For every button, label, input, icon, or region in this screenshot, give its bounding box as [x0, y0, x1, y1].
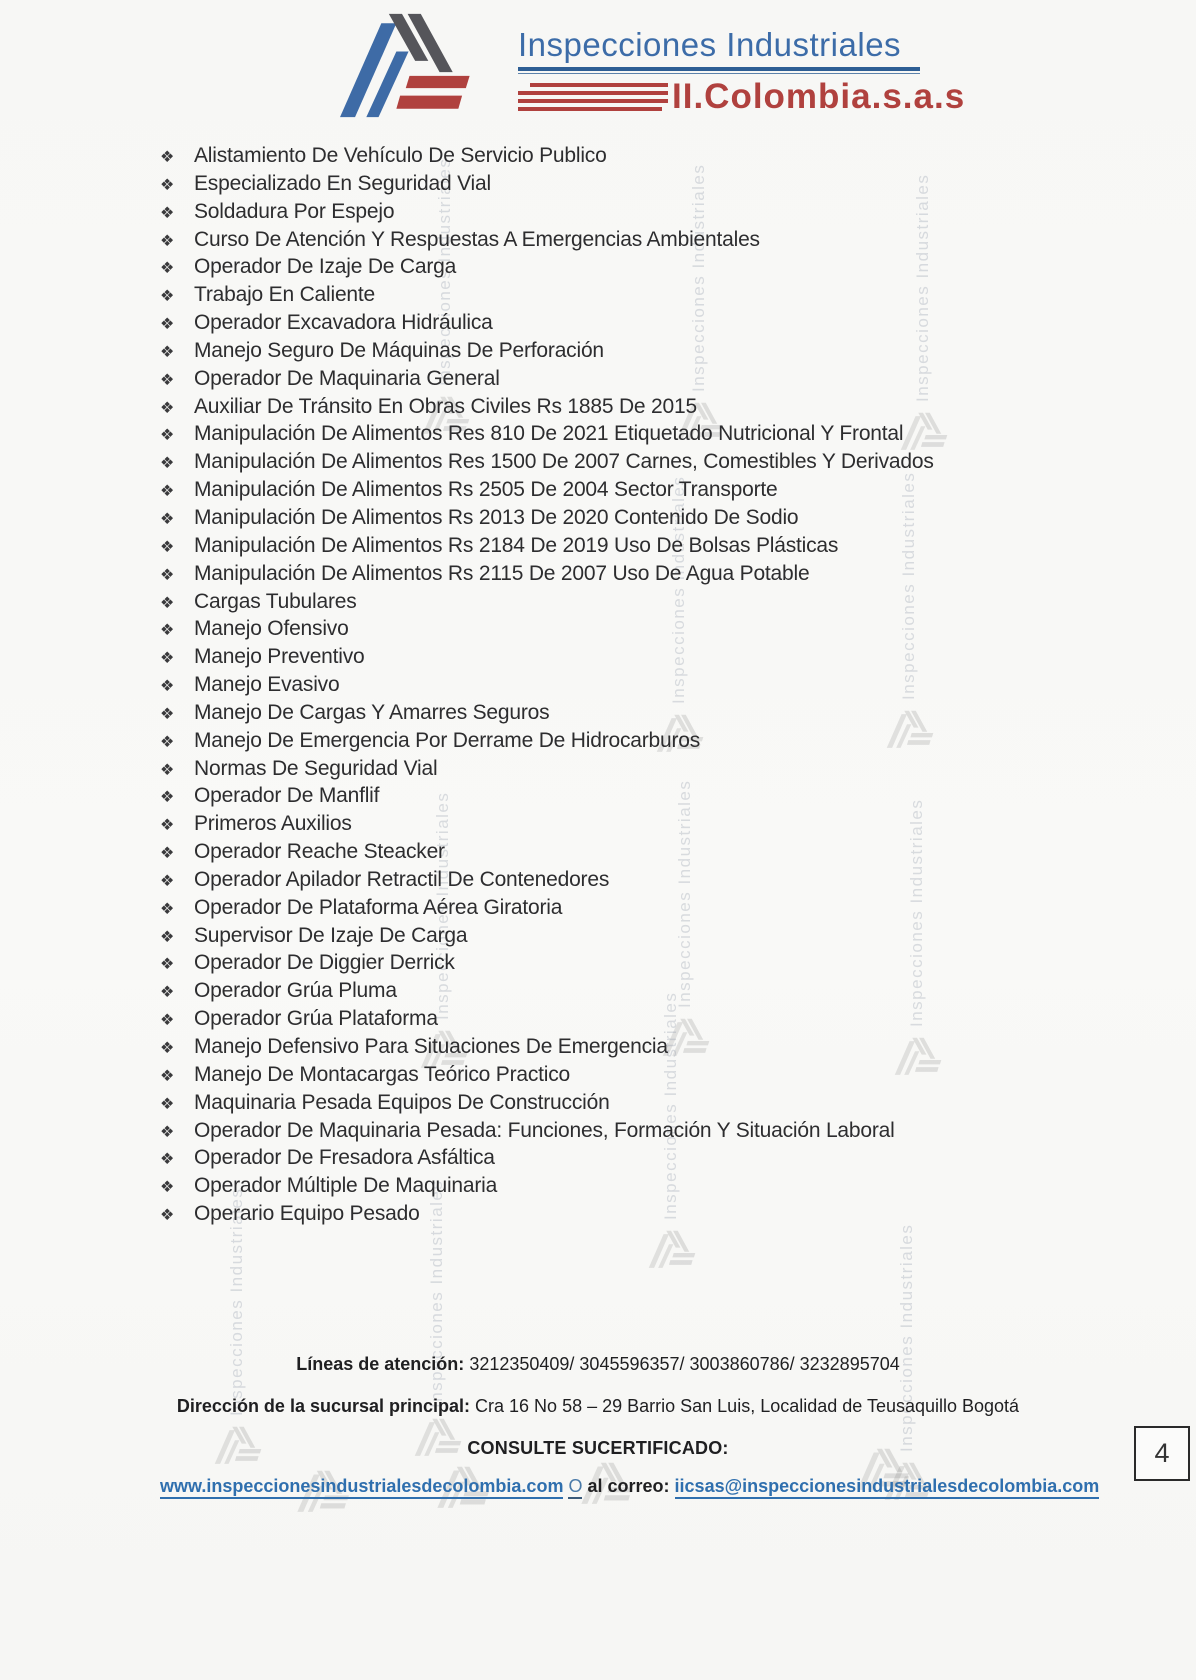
- watermark-text: Inspecciones Industriales: [907, 798, 926, 1027]
- list-item: [160, 420, 1060, 448]
- course-name: Operador De Manflif: [194, 784, 380, 808]
- course-name: Manipulación De Alimentos Res 1500 De 2007 Carnes, Comestibles Y Derivados: [194, 450, 934, 474]
- diamond-bullet-icon: ❖: [160, 1095, 175, 1113]
- course-name: Manipulación De Alimentos Rs 2013 De 2020 Contenido De Sodio: [194, 505, 799, 529]
- list-item: [160, 1033, 1060, 1061]
- list-item: [160, 1089, 1060, 1117]
- watermark-text: Inspecciones Industriales: [897, 1223, 916, 1452]
- website-link[interactable]: www.inspeccionesindustrialesdecolombia.com: [160, 1476, 563, 1499]
- list-item: [160, 476, 1060, 504]
- attention-lines-value: 3212350409/ 3045596357/ 3003860786/ 3232895704: [469, 1354, 900, 1374]
- contact-links-line: [160, 1476, 1099, 1497]
- diamond-bullet-icon: ❖: [160, 260, 175, 278]
- diamond-bullet-icon: ❖: [160, 900, 175, 918]
- diamond-bullet-icon: ❖: [160, 789, 175, 807]
- list-item: [160, 560, 1060, 588]
- list-item: [160, 1005, 1060, 1033]
- diamond-bullet-icon: ❖: [160, 483, 175, 501]
- list-item: [160, 1144, 1060, 1172]
- list-item: [160, 1061, 1060, 1089]
- diamond-bullet-icon: ❖: [160, 176, 175, 194]
- attention-lines-label: Líneas de atención:: [296, 1354, 465, 1374]
- course-name: Manejo De Montacargas Teórico Practico: [194, 1062, 571, 1086]
- course-name: Manejo Defensivo Para Situaciones De Emergencia: [194, 1035, 668, 1058]
- list-item: [160, 643, 1060, 671]
- page-number: 4: [1154, 1438, 1170, 1468]
- course-name: Cargas Tubulares: [194, 589, 357, 613]
- diamond-bullet-icon: ❖: [160, 538, 175, 556]
- brand-red-lines-icon: [518, 83, 668, 111]
- list-item: [160, 727, 1060, 755]
- list-item: [160, 671, 1060, 699]
- course-name: Manipulación De Alimentos Rs 2505 De 2004 Sector Transporte: [194, 478, 778, 502]
- list-item: [160, 281, 1060, 309]
- diamond-bullet-icon: ❖: [160, 817, 175, 835]
- course-name: Operador Grúa Pluma: [194, 979, 397, 1003]
- diamond-bullet-icon: ❖: [160, 566, 175, 584]
- course-name: Primeros Auxilios: [194, 812, 352, 836]
- diamond-bullet-icon: ❖: [160, 510, 175, 528]
- diamond-bullet-icon: ❖: [160, 1123, 175, 1141]
- course-name: Manipulación De Alimentos Rs 2184 De 2019 Uso De Bolsas Plásticas: [194, 533, 839, 557]
- course-name: Auxiliar De Tránsito En Obras Civiles Rs 1885 De 2015: [194, 394, 697, 418]
- course-name: Operador De Izaje De Carga: [194, 255, 457, 279]
- diamond-bullet-icon: ❖: [160, 232, 175, 250]
- course-name: Manipulación De Alimentos Res 810 De 2021 Etiquetado Nutricional Y Frontal: [194, 422, 904, 446]
- watermark-text: Inspecciones Industriales: [661, 991, 680, 1220]
- course-name: Operador De Diggier Derrick: [194, 951, 455, 975]
- diamond-bullet-icon: ❖: [160, 845, 175, 863]
- watermark-tile: [210, 1187, 264, 1465]
- course-name: Operador Grúa Plataforma: [194, 1007, 438, 1031]
- list-item: [160, 253, 1060, 281]
- list-item: [160, 866, 1060, 894]
- attention-lines: [33, 1354, 1163, 1375]
- branch-address-value: Cra 16 No 58 – 29 Barrio San Luis, Localidad de Teusaquillo Bogotá: [475, 1396, 1020, 1416]
- course-name: Manejo De Cargas Y Amarres Seguros: [194, 700, 550, 724]
- diamond-bullet-icon: ❖: [160, 149, 175, 166]
- course-list: [160, 142, 1060, 1228]
- course-name: Trabajo En Caliente: [194, 283, 376, 307]
- course-name: Operador Apilador Retractil De Contenedores: [194, 867, 610, 891]
- brand-name: Inspecciones Industriales: [518, 26, 902, 63]
- diamond-bullet-icon: ❖: [160, 1207, 175, 1225]
- watermark-text: Inspecciones Industriales: [427, 1179, 446, 1408]
- watermark-text: Inspecciones Industriales: [689, 163, 708, 392]
- brand-subname-row: [518, 77, 966, 117]
- diamond-bullet-icon: ❖: [160, 984, 175, 1002]
- list-item: [160, 1200, 1060, 1228]
- list-item: [160, 337, 1060, 365]
- company-logo-icon: [326, 12, 478, 120]
- watermark-tile: [880, 1223, 934, 1501]
- diamond-bullet-icon: ❖: [160, 1151, 175, 1169]
- list-item: [160, 699, 1060, 727]
- course-name: Operador De Maquinaria Pesada: Funciones, Formación Y Situación Laboral: [194, 1118, 895, 1142]
- correo-label: al correo:: [587, 1476, 670, 1496]
- diamond-bullet-icon: ❖: [160, 678, 175, 696]
- course-name: Operador De Maquinaria General: [194, 366, 500, 390]
- course-name: Alistamiento De Vehículo De Servicio Publico: [194, 144, 607, 167]
- course-name: Operador De Plataforma Aérea Giratoria: [194, 895, 563, 919]
- diamond-bullet-icon: ❖: [160, 733, 175, 751]
- diamond-bullet-icon: ❖: [160, 427, 175, 445]
- list-item: [160, 615, 1060, 643]
- course-name: Manejo Seguro De Máquinas De Perforación: [194, 338, 604, 362]
- consult-certificate-heading: CONSULTE SUCERTIFICADO:: [467, 1438, 729, 1458]
- diamond-bullet-icon: ❖: [160, 288, 175, 306]
- list-item: [160, 810, 1060, 838]
- list-item: [160, 977, 1060, 1005]
- list-item: [160, 1117, 1060, 1145]
- watermark-logo-icon: [644, 1230, 698, 1269]
- course-name: Operario Equipo Pesado: [194, 1202, 420, 1226]
- diamond-bullet-icon: ❖: [160, 1012, 175, 1030]
- course-name: Manejo De Emergencia Por Derrame De Hidrocarburos: [194, 728, 701, 752]
- watermark-text: Inspecciones Industriales: [435, 157, 454, 386]
- course-name: Manipulación De Alimentos Rs 2115 De 2007 Uso De Agua Potable: [194, 561, 810, 585]
- diamond-bullet-icon: ❖: [160, 928, 175, 946]
- watermark-text: Inspecciones Industriales: [669, 475, 688, 704]
- list-item: [160, 922, 1060, 950]
- list-item: [160, 1172, 1060, 1200]
- course-name: Manejo Evasivo: [194, 673, 340, 697]
- brand-header: [0, 0, 1196, 135]
- course-name: Curso De Atención Y Respuestas A Emergencias Ambientales: [194, 227, 760, 251]
- course-name: Soldadura Por Espejo: [194, 199, 395, 223]
- diamond-bullet-icon: ❖: [160, 761, 175, 779]
- course-name: Operador Excavadora Hidráulica: [194, 311, 493, 335]
- list-item: [160, 532, 1060, 560]
- list-item: [160, 949, 1060, 977]
- diamond-bullet-icon: ❖: [160, 1067, 175, 1085]
- watermark-text: Inspecciones Industriales: [899, 471, 918, 700]
- course-name: Normas De Seguridad Vial: [194, 756, 438, 780]
- list-item: [160, 838, 1060, 866]
- list-item: [160, 588, 1060, 616]
- list-item: [160, 448, 1060, 476]
- list-item: [160, 198, 1060, 226]
- diamond-bullet-icon: ❖: [160, 316, 175, 334]
- diamond-bullet-icon: ❖: [160, 399, 175, 417]
- list-item: [160, 365, 1060, 393]
- course-name: Maquinaria Pesada Equipos De Construcción: [194, 1090, 610, 1114]
- connector-o: O: [568, 1476, 582, 1499]
- list-item: [160, 755, 1060, 783]
- course-name: Manejo Ofensivo: [194, 617, 349, 641]
- list-item: [160, 309, 1060, 337]
- diamond-bullet-icon: ❖: [160, 455, 175, 473]
- diamond-bullet-icon: ❖: [160, 705, 175, 723]
- diamond-bullet-icon: ❖: [160, 956, 175, 974]
- list-item: [160, 393, 1060, 421]
- diamond-bullet-icon: ❖: [160, 650, 175, 668]
- brand-divider: [518, 67, 920, 71]
- watermark-text: Inspecciones Industriales: [675, 779, 694, 1008]
- list-item: [160, 142, 1060, 170]
- watermark-text: Inspecciones Industriales: [913, 173, 932, 402]
- brand-divider-thin: [518, 73, 920, 74]
- brand-subname: II.Colombia.s.a.s: [672, 77, 966, 116]
- course-name: Operador De Fresadora Asfáltica: [194, 1146, 495, 1170]
- diamond-bullet-icon: ❖: [160, 204, 175, 222]
- brand-text: [518, 26, 966, 117]
- diamond-bullet-icon: ❖: [160, 343, 175, 361]
- list-item: [160, 504, 1060, 532]
- course-name: Especializado En Seguridad Vial: [194, 171, 491, 195]
- diamond-bullet-icon: ❖: [160, 872, 175, 890]
- branch-address: [33, 1396, 1163, 1417]
- diamond-bullet-icon: ❖: [160, 594, 175, 612]
- diamond-bullet-icon: ❖: [160, 622, 175, 640]
- page-number-box: [1134, 1426, 1190, 1481]
- watermark-text: Inspecciones Industriales: [433, 791, 452, 1020]
- list-item: [160, 894, 1060, 922]
- list-item: [160, 170, 1060, 198]
- branch-address-label: Dirección de la sucursal principal:: [176, 1396, 471, 1416]
- course-name: Operador Múltiple De Maquinaria: [194, 1174, 498, 1198]
- diamond-bullet-icon: ❖: [160, 1179, 175, 1197]
- list-item: [160, 782, 1060, 810]
- course-name: Operador Reache Steacker: [194, 840, 445, 864]
- list-item: [160, 226, 1060, 254]
- course-name: Supervisor De Izaje De Carga: [194, 923, 468, 947]
- email-link[interactable]: iicsas@inspeccionesindustrialesdecolombia.com: [675, 1476, 1100, 1499]
- diamond-bullet-icon: ❖: [160, 1040, 175, 1057]
- diamond-bullet-icon: ❖: [160, 371, 175, 389]
- watermark-text: Inspecciones Industriales: [227, 1187, 246, 1416]
- course-name: Manejo Preventivo: [194, 645, 365, 669]
